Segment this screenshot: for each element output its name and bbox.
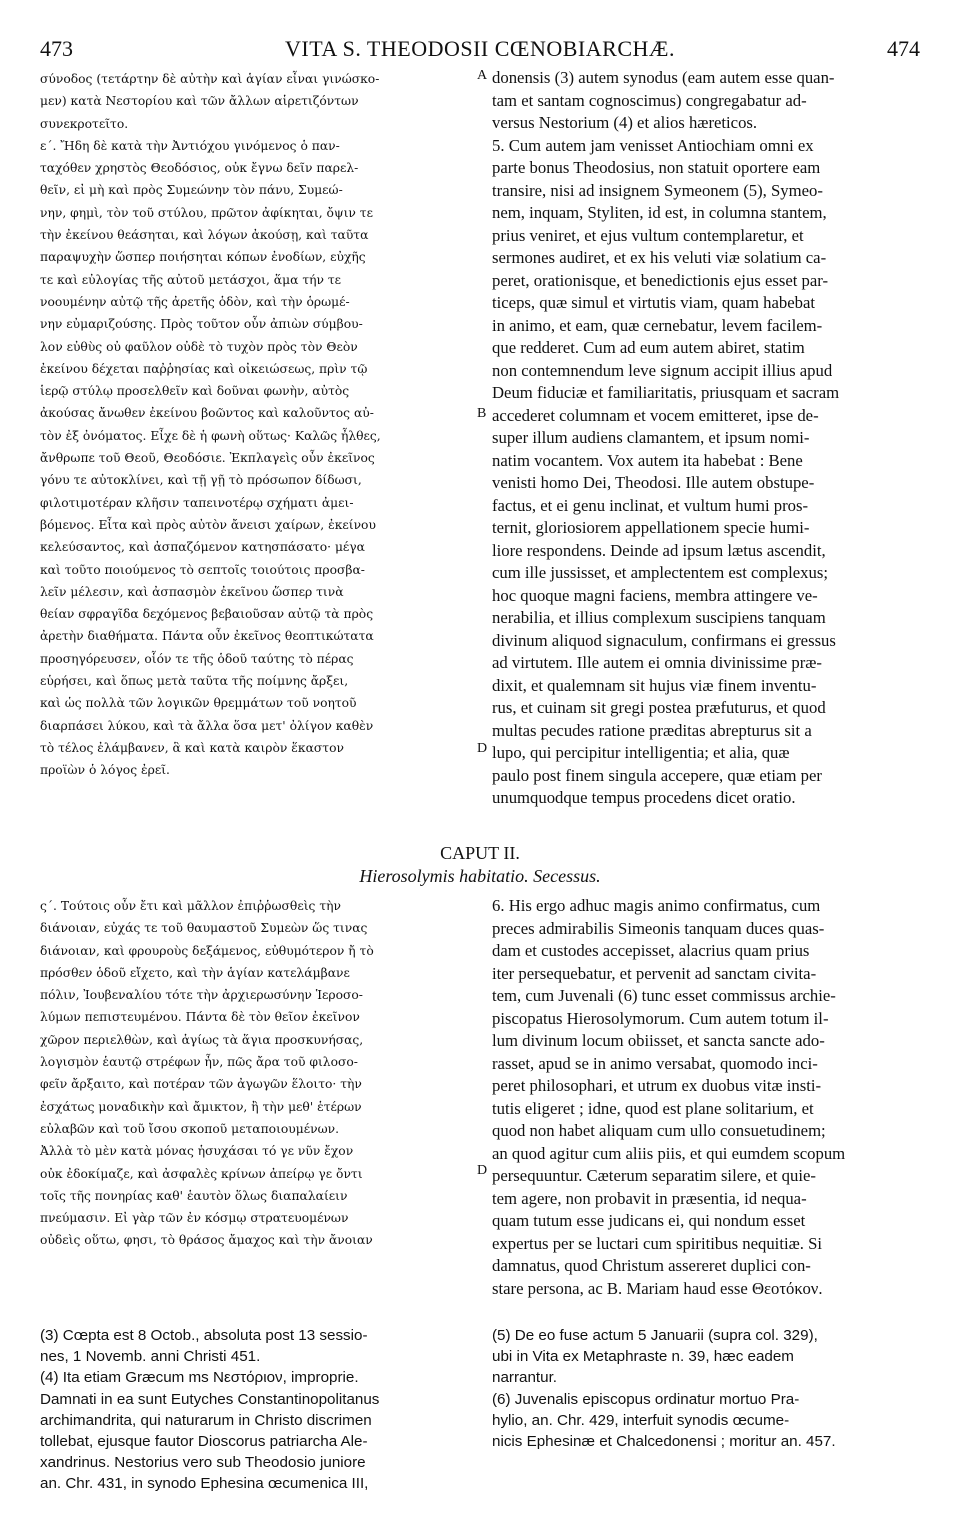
greek-text-line: διαρπάσει λύκου, καὶ τὰ ἄλλα ὅσα μετ' ὀλίγον καθὲν bbox=[40, 718, 374, 733]
greek-text-column-top bbox=[40, 68, 476, 782]
latin-text-line: liore respondens. Deinde ad ipsum lætus ascendit, bbox=[492, 540, 826, 560]
greek-text-line: εὐλαβῶν καὶ τοῦ ἴσου σκοποῦ μεταποιουμένων. bbox=[40, 1121, 340, 1136]
greek-text-line: λύμων πεπιστευμένου. Πάντα δὲ τὸν θεῖον ἐκεῖνον bbox=[40, 1010, 360, 1025]
greek-text-line: διάνοιαν, καὶ φρουροὺς δεξάμενος, εὐθυμότερον ἤ τὸ bbox=[40, 943, 374, 958]
latin-text-line: hoc quoque magni faciens, membra attingere ve- bbox=[492, 585, 818, 605]
margin-marker-a: A bbox=[477, 68, 488, 83]
latin-text-line: super illum audiens clamantem, et ipsum nomi- bbox=[492, 428, 810, 447]
latin-text-line: ternit, gloriosiorem appellationem specie humi- bbox=[492, 518, 810, 537]
greek-text-line: σύνοδος (τετάρτην δὲ αὐτὴν καὶ ἁγίαν εἶναι γινώσκο- bbox=[40, 72, 380, 86]
greek-text-line: βόμενος. Εἶτα καὶ πρὸς αὐτὸν ἄνεισι χαίρων, ἐκείνου bbox=[40, 517, 376, 532]
greek-text-line: εὑρήσει, καὶ ὅπως μετὰ ταῦτα τῆς ποίμνης ἄρξει, bbox=[40, 674, 349, 689]
latin-text-line: piscopatus Hierosolymorum. Cum autem totum il- bbox=[492, 1008, 829, 1028]
latin-text-line: 5. Cum autem jam venisset Antiochiam omni ex bbox=[492, 135, 814, 155]
running-title: VITA S. THEODOSII CŒNOBIARCHÆ. bbox=[285, 36, 675, 61]
greek-text-line: Ἀλλὰ τὸ μὲν κατὰ μόνας ἡσυχάσαι τό γε νῦν ἔχον bbox=[40, 1144, 354, 1159]
footnote-line: (3) Cœpta est 8 Octob., absoluta post 13 sessio- bbox=[40, 1327, 368, 1344]
latin-text-line: expertus per se luctari cum spiritibus nequitiæ. Si bbox=[492, 1233, 822, 1253]
greek-text-line: λεῖν μέλεσιν, καὶ ἀσπασμὸν ἐκεῖνου ὥσπερ τινὰ bbox=[40, 584, 344, 599]
latin-text-line: donensis (3) autem synodus (eam autem esse quan- bbox=[492, 68, 835, 87]
greek-text-line: ς΄. Τούτοις οὖν ἔτι καὶ μᾶλλον ἐπιῤῥωσθεὶς τὴν bbox=[40, 899, 341, 913]
latin-text-line: parte bonus Theodosius, non statuit oportere eam bbox=[492, 158, 821, 177]
margin-marker-d: D bbox=[477, 741, 488, 756]
latin-text-line: venisti homo Dei, Theodosi. Ille autem obstupe- bbox=[492, 473, 815, 492]
footnote-line: archimandrita, qui naturarum in Christo discrimen bbox=[40, 1411, 372, 1429]
latin-text-line: peret philosophari, et utrum ex duobus vitæ insti- bbox=[492, 1076, 822, 1095]
greek-text-line: ἀρετὴν διαθήματα. Πάντα οὖν ἐκεῖνος θεοπτικώτατα bbox=[40, 629, 374, 644]
footnote-line: ubi in Vita ex Metaphraste n. 39, hæc eadem bbox=[492, 1348, 794, 1366]
greek-text-line: γόνυ τε αὐτοκλίνει, καὶ τῇ γῇ τὸ πρόσωπον δίδωσι, bbox=[40, 473, 362, 488]
greek-text-line: φιλοτιμοτέραν κλῆσιν ταπεινοτέρῳ σχήματι ἀμει- bbox=[40, 495, 354, 510]
latin-text-line: non contemnendum leve signum accipit illius apud bbox=[492, 360, 833, 380]
latin-text-line: persequuntur. Cæterum separatim silere, et quie- bbox=[492, 1166, 816, 1185]
greek-text-line: τὴν ἐκείνου θεάσηται, καὶ λόγων ἀκούσῃ, καὶ ταῦτα bbox=[40, 228, 369, 243]
page-number-right: 474 bbox=[887, 36, 920, 61]
latin-text-line: accederet columnam et vocem emitteret, ipse de- bbox=[492, 405, 819, 425]
latin-text-line: lupo, qui percipitur intelligentia; et alia, quæ bbox=[492, 743, 790, 762]
greek-text-line: κελεύσαντος, καὶ ἀσπαζόμενον κατησπάσατο· μέγα bbox=[40, 540, 365, 555]
latin-text-line: dam et custodes accepisset, alacrius quam prius bbox=[492, 941, 810, 960]
greek-text-line: πόλιν, Ἰουβεναλίου τότε τὴν ἀρχιερωσύνην Ἱεροσο- bbox=[40, 988, 363, 1003]
greek-text-line: καὶ τοῦτο ποιούμενος τὸ σεπτοῖς τοιούτοις προσβα- bbox=[40, 562, 365, 577]
footnote-line: xandrinus. Nestorius vero sub Theodosio juniore bbox=[40, 1454, 366, 1472]
greek-text-line: ἀκούσας ἄνωθεν ἐκείνου βοῶντος καὶ καλοῦντος αὐ- bbox=[40, 406, 374, 421]
latin-text-line: sermones audiret, et ex his veluti viæ solatium ca- bbox=[492, 248, 827, 267]
latin-text-line: transire, nisi ad insignem Symeonem (5), Symeo- bbox=[492, 180, 823, 200]
latin-text-line: damnatus, quod Christum assereret duplici con- bbox=[492, 1256, 811, 1275]
footnote-line: nicis Ephesinæ et Chalcedonensi ; moritur an. 457. bbox=[492, 1432, 836, 1450]
latin-text-line: tutis eligeret ; idne, quod est plane solitarium, et bbox=[492, 1098, 814, 1118]
latin-text-line: 6. His ergo adhuc magis animo confirmatus, cum bbox=[492, 896, 821, 915]
greek-text-line: παραψυχὴν ὥσπερ ποιήσηται κόπων ἐνοδίων, εὐχῆς bbox=[40, 250, 366, 265]
greek-text-line: νην εὐμαριζούσης. Πρὸς τοῦτον οὖν ἀπιὼν σύμβου- bbox=[40, 317, 363, 332]
greek-text-line: νοουμένην αὐτῷ τῆς ἀρετῆς ὁδὸν, καὶ τὴν ὁρωμέ- bbox=[40, 294, 350, 309]
latin-text-line: dixit, et qualemnam sit hujus viæ finem inventu- bbox=[492, 675, 817, 695]
latin-text-line: prius veniret, et ejus vultum contemplaretur, et bbox=[492, 225, 804, 245]
footnote-line: nes, 1 Novemb. anni Christi 451. bbox=[40, 1348, 261, 1366]
greek-text-line: φεῖν ἄρξαιτο, καὶ ποτέραν τῶν ἀγωγῶν ἕλοιτο· τὴν bbox=[40, 1077, 362, 1092]
latin-text-column-bottom bbox=[492, 895, 922, 1300]
greek-text-line: θείαν σφραγῖδα δεχόμενος βεβαιοῦσαν αὐτῷ τὰ πρὸς bbox=[40, 607, 374, 622]
latin-text-line: que redderet. Cum ad eum autem abiret, statim bbox=[492, 338, 805, 357]
latin-text-line: in animo, et eam, quæ cernebatur, levem facilem- bbox=[492, 315, 823, 335]
latin-text-line: rasset, apud se in animo versabat, quomodo inci- bbox=[492, 1053, 818, 1073]
greek-text-line: ἄνθρωπε τοῦ Θεοῦ, Θεοδόσιε. Ἐκπλαγεὶς οὖν ἐκεῖνος bbox=[40, 451, 375, 466]
latin-text-line: an quod agitur cum aliis piis, et qui eumdem scopum bbox=[492, 1143, 846, 1163]
greek-text-column-bottom bbox=[40, 895, 476, 1252]
latin-text-line: multas pecudes ratione præditas abrepturus sit a bbox=[492, 720, 812, 740]
footnote-line: an. Chr. 431, in synodo Ephesina œcumenica III, bbox=[40, 1475, 369, 1493]
latin-text-line: factus, et ei genu inclinat, et vultum humi pros- bbox=[492, 495, 809, 515]
latin-text-line: iter persequebatur, et pervenit ad sanctam civita- bbox=[492, 963, 817, 983]
greek-text-line: τε καὶ εὐλογίας τῆς αὐτοῦ μετάσχοι, ἅμα τήν τε bbox=[40, 272, 342, 287]
latin-text-line: divinum aliquod signaculum, confirmans ei gressus bbox=[492, 630, 836, 650]
greek-text-line: οὐκ ἐδοκίμαζε, καὶ ἀσφαλὲς κρίνων ἀπείρῳ γε ὄντι bbox=[40, 1166, 363, 1181]
greek-text-line: συνεκροτεῖτο. bbox=[40, 116, 129, 131]
greek-text-line: τὸν ἐξ ὀνόματος. Εἶχε δὲ ἡ φωνὴ οὕτως· Καλῶς ἦλθες, bbox=[40, 428, 381, 443]
greek-text-line: ἐκείνου δέχεται παῤῥησίας καὶ οἰκειώσεως, πρὶν τῷ bbox=[40, 361, 368, 376]
greek-text-line: ταχόθεν χρηστὸς Θεοδόσιος, οὐκ ἔγνω δεῖν παρελ- bbox=[40, 161, 359, 176]
latin-text-line: tem agere, non probavit in præsentia, id nequa- bbox=[492, 1188, 807, 1208]
greek-text-line: τὸ τέλος ἐλάμβανεν, ἃ καὶ κατὰ καιρὸν ἕκαστον bbox=[40, 740, 344, 755]
latin-text-line: tam et santam cognoscimus) congregabatur ad- bbox=[492, 90, 807, 110]
greek-text-line: μεν) κατὰ Νεστορίου καὶ τῶν ἄλλων αἱρετιζόντων bbox=[40, 94, 359, 109]
latin-text-line: peret, orationisque, et benedictionis ejus esset par- bbox=[492, 270, 829, 290]
footnotes-left bbox=[40, 1325, 480, 1495]
latin-text-line: cum ille jussisset, et amplectentem est complexus; bbox=[492, 563, 828, 582]
latin-text-line: rus, et cuinam sit gregi postea præfuturus, et quod bbox=[492, 698, 826, 717]
chapter-title: CAPUT II. bbox=[440, 843, 520, 863]
margin-marker-d-second: D bbox=[477, 1163, 488, 1178]
greek-text-line: καὶ ὡς πολλὰ τῶν λογικῶν θρεμμάτων τοῦ νοητοῦ bbox=[40, 696, 357, 711]
greek-text-line: λογισμὸν ἑαυτῷ στρέφων ἦν, πῶς ἄρα τοῦ φιλοσο- bbox=[40, 1055, 358, 1070]
page-number-left: 473 bbox=[40, 36, 73, 61]
greek-text-line: λον εὐθὺς οὐ φαῦλον οὐδὲ τὸ τυχὸν πρὸς τὸν Θεὸν bbox=[40, 339, 358, 354]
margin-marker-b: B bbox=[477, 406, 487, 421]
footnote-line: hylio, an. Chr. 429, interfuit synodis œcume- bbox=[492, 1411, 790, 1429]
greek-text-line: πρόσθεν ὁδοῦ εἴχετο, καὶ τὴν ἁγίαν κατελάμβανε bbox=[40, 965, 350, 980]
latin-text-line: nerabilia, et illius complexum suscipiens tanquam bbox=[492, 608, 826, 627]
greek-text-line: χῶρον περιελθὼν, καὶ ἁγίως τὰ ἅγια προσκυνήσας, bbox=[40, 1032, 364, 1047]
footnote-line: tollebat, ejusque fautor Dioscorus patriarcha Ale- bbox=[40, 1432, 368, 1450]
footnote-line: (5) De eo fuse actum 5 Januarii (supra col. 329), bbox=[492, 1327, 818, 1344]
latin-text-line: ticeps, quæ simul et virtutis viam, quam habebat bbox=[492, 293, 816, 312]
latin-text-line: stare persona, ac B. Mariam haud esse Θεοτόκον. bbox=[492, 1278, 823, 1298]
greek-text-line: ἱερῷ στύλῳ προσελθεῖν καὶ δοῦναι φωνὴν, αὐτὸς bbox=[40, 384, 350, 399]
footnote-line: (6) Juvenalis episcopus ordinatur mortuo Pra- bbox=[492, 1390, 800, 1408]
greek-text-line: πνεύμασιν. Εἰ γὰρ τῶν ἐν κόσμῳ στρατευομένων bbox=[40, 1211, 349, 1226]
latin-text-line: lum divinum locum obiisset, et sancta sancte ado- bbox=[492, 1031, 825, 1050]
latin-text-line: tem, cum Juvenali (6) tunc esset commissus archie- bbox=[492, 986, 836, 1005]
latin-text-column-top bbox=[492, 67, 922, 810]
latin-text-line: nem, inquam, Styliten, id est, in columna stantem, bbox=[492, 203, 827, 222]
running-header bbox=[40, 36, 920, 66]
latin-text-line: unumquodque tempus procedens dicet oratio. bbox=[492, 788, 796, 807]
latin-text-line: ad virtutem. Ille autem ei omnia divinissime præ- bbox=[492, 653, 822, 672]
latin-text-line: preces admirabilis Simeonis tanquam duces quas- bbox=[492, 918, 825, 938]
greek-text-line: διάνοιαν, εὐχάς τε τοῦ θαυμαστοῦ Συμεὼν ὥς τινας bbox=[40, 921, 368, 936]
footnote-line: Damnati in ea sunt Eutyches Constantinopolitanus bbox=[40, 1390, 380, 1408]
footnotes-right bbox=[492, 1325, 922, 1452]
greek-text-line: ἐσχάτως μοναδικὴν καὶ ἄμικτον, ἢ τὴν μεθ' ἑτέρων bbox=[40, 1099, 362, 1114]
latin-text-line: paulo post finem singula accepere, quæ etiam per bbox=[492, 765, 822, 785]
latin-text-line: versus Nestorium (4) et alios hæreticos. bbox=[492, 113, 758, 132]
footnote-line: narrantur. bbox=[492, 1369, 558, 1387]
latin-text-line: natim vocantem. Vox autem ita habebat : Bene bbox=[492, 450, 803, 470]
greek-text-line: προϊὼν ὁ λόγος ἐρεῖ. bbox=[40, 763, 170, 778]
greek-text-line: προσηγόρευσεν, οἷόν τε τῆς ὁδοῦ ταύτης τὸ πέρας bbox=[40, 651, 354, 666]
latin-text-line: Deum fiduciæ et familiaritatis, priusquam et sacram bbox=[492, 383, 840, 402]
greek-text-line: τοῖς τῆς πονηρίας καθ' ἑαυτὸν ὅλως διαπαλαίειν bbox=[40, 1188, 348, 1203]
greek-text-line: οὐδεὶς οὕτω, φησι, τὸ θράσος ἄμαχος καὶ τὴν ἄνοιαν bbox=[40, 1233, 373, 1248]
latin-text-line: quam tutum esse judicans ei, qui nondum esset bbox=[492, 1211, 806, 1230]
greek-text-line: νην, φημὶ, τὸν τοῦ στύλου, πρῶτον ἀφίκηται, ὄψιν τε bbox=[40, 205, 373, 220]
latin-text-line: quod non habet aliquam cum ullo consuetudinem; bbox=[492, 1121, 826, 1140]
chapter-subtitle: Hierosolymis habitatio. Secessus. bbox=[359, 866, 601, 886]
greek-text-line: ε΄. Ἤδη δὲ κατὰ τὴν Ἀντιόχου γινόμενος ὁ παν- bbox=[40, 138, 340, 153]
greek-text-line: θεῖν, εἰ μὴ καὶ πρὸς Συμεώνην τὸν πάνυ, Συμεώ- bbox=[40, 183, 343, 198]
footnote-line: (4) Ita etiam Græcum ms Νεστόριον, improprie. bbox=[40, 1369, 359, 1387]
